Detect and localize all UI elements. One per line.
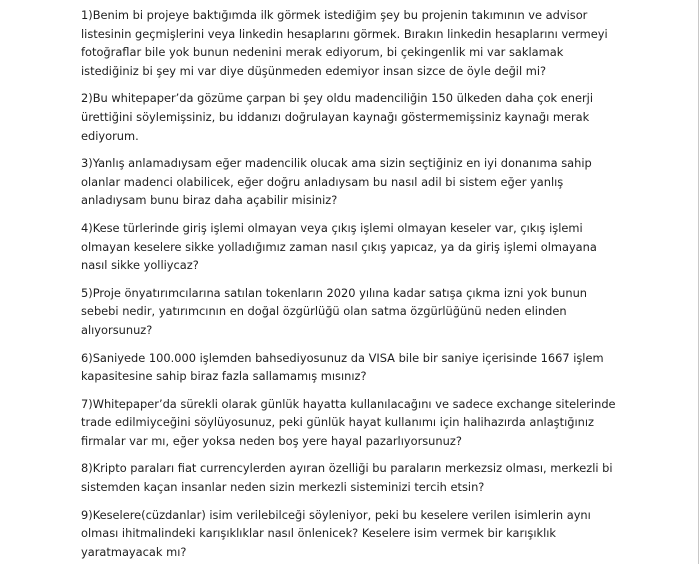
question-paragraph-3: 3)Yanlış anlamadıysam eğer madencilik olucak ama sizin seçtiğiniz en iyi donanıma sahip olanlar madenci olabilicek, eğer doğru anladıysam bu nasıl adil bi sistem eğer yanlış anladıysam bunu biraz daha açabilir misiniz?: [81, 156, 592, 208]
document-body: [81, 6, 621, 570]
question-paragraph-7: 7)Whitepaper’da sürekli olarak günlük hayatta kullanılacağını ve sadece exchange sitelerinde trade edilmiyceğini söylüyosunuz, peki günlük hayat kullanımı için halihazırda anlaştığınız firmalar var mı, eğer yoksa neden boş yere hayal pazarlıyorsunuz?: [81, 396, 616, 448]
question-paragraph-5: 5)Proje önyatırımcılarına satılan tokenların 2020 yılına kadar satışa çıkma izni yok bunun sebebi nedir, yatırımcının en doğal özgürlüğü olan satma özgürlüğünü neden elinden alıyorsunuz?: [81, 285, 588, 337]
question-paragraph-4: 4)Kese türlerinde giriş işlemi olmayan veya çıkış işlemi olmayan keseler var, çıkış işlemi olmayan keselere sikke yolladığımız zaman nasıl çıkış yapıcaz, ya da giriş işlemi olmayana nasıl sikke yolliycaz?: [81, 220, 597, 273]
question-paragraph-9: 9)Keselere(cüzdanlar) isim verilebilceği söyleniyor, peki bu keselere verilen isimlerin aynı olması ihitmalindeki karışıklıklar nasıl önlenicek? Keselere isim vermek bir karışıklık yaratmayacak mı?: [81, 507, 591, 559]
question-paragraph-6: 6)Saniyede 100.000 işlemden bahsediyosunuz da VISA bile bir saniye içerisinde 1667 işlem kapasitesine sahip biraz fazla sallamamış mısınız?: [81, 350, 604, 384]
question-paragraph-1: 1)Benim bi projeye baktığımda ilk görmek istediğim şey bu projenin takımının ve advisor listesinin geçmişlerini veya linkedin hesaplarını görmek. Bırakın linkedin hesaplarını vermeyi fotoğraflar bile yok bunun nedenini merak ediyorum, bi çekingenlik mi var saklamak istediğiniz bi şey mi var diye düşünmeden edemiyor insan sizce de öyle değil mi?: [81, 8, 608, 78]
question-paragraph-8: 8)Kripto paraları fiat currencylerden ayıran özelliği bu paraların merkezsiz olması, merkezli bi sistemden kaçan insanlar neden sizin merkezli sisteminizi tercih etsin?: [81, 461, 613, 495]
question-paragraph-2: 2)Bu whitepaper’da gözüme çarpan bi şey oldu madenciliğin 150 ülkeden daha çok enerji ürettiğini söylemişsiniz, bu iddanızı doğrulayan kaynağı göstermemişsiniz kaynağı merak ediyorum.: [81, 91, 593, 143]
